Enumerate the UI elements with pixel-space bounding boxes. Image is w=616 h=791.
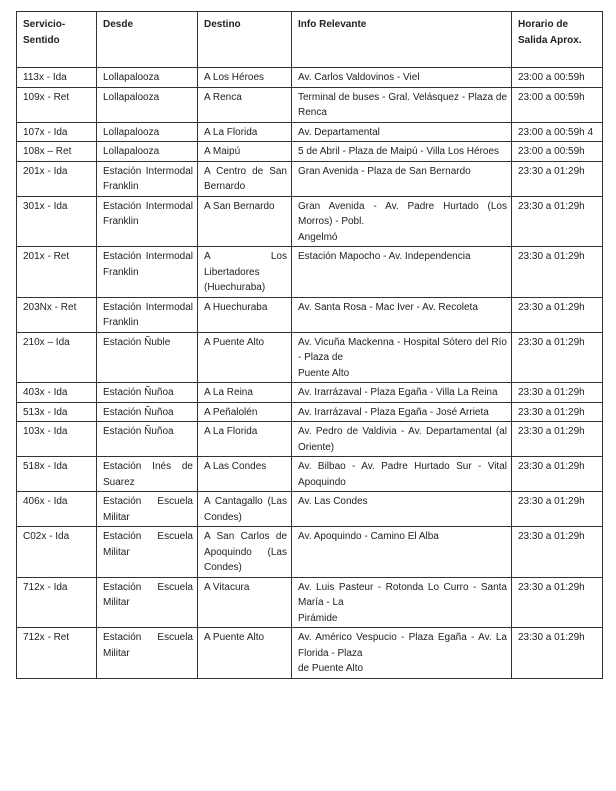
cell-info: 5 de Abril - Plaza de Maipú - Villa Los Héroes xyxy=(292,142,512,162)
cell-servicio: 113x - Ida xyxy=(17,68,97,88)
table-body xyxy=(17,68,603,679)
cell-destino: A Puente Alto xyxy=(198,332,292,383)
cell-horario: 23:00 a 00:59h xyxy=(512,87,603,122)
cell-servicio: 210x – Ida xyxy=(17,332,97,383)
cell-info: Av. Las Condes xyxy=(292,492,512,527)
cell-desde: Lollapalooza xyxy=(97,87,198,122)
cell-info: Terminal de buses - Gral. Velásquez - Plaza de Renca xyxy=(292,87,512,122)
cell-destino: A Los Libertadores (Huechuraba) xyxy=(198,247,292,298)
cell-horario: 23:30 a 01:29h xyxy=(512,492,603,527)
cell-info: Av. Apoquindo - Camino El Alba xyxy=(292,527,512,578)
cell-desde: Lollapalooza xyxy=(97,142,198,162)
cell-info: Estación Mapocho - Av. Independencia xyxy=(292,247,512,298)
table-row xyxy=(17,247,603,298)
cell-desde: Estación Inés de Suarez xyxy=(97,457,198,492)
cell-destino: A Peñalolén xyxy=(198,402,292,422)
cell-servicio: 108x – Ret xyxy=(17,142,97,162)
cell-desde: Lollapalooza xyxy=(97,68,198,88)
cell-desde: Estación Intermodal Franklin xyxy=(97,297,198,332)
cell-horario: 23:30 a 01:29h xyxy=(512,196,603,247)
cell-destino: A San Bernardo xyxy=(198,196,292,247)
cell-horario: 23:30 a 01:29h xyxy=(512,577,603,628)
table-row xyxy=(17,68,603,88)
cell-horario: 23:30 a 01:29h xyxy=(512,247,603,298)
cell-horario: 23:30 a 01:29h xyxy=(512,527,603,578)
cell-horario: 23:30 a 01:29h xyxy=(512,457,603,492)
table-row xyxy=(17,457,603,492)
cell-destino: A Puente Alto xyxy=(198,628,292,679)
cell-info: Av. Santa Rosa - Mac Iver - Av. Recoleta xyxy=(292,297,512,332)
cell-info: Av. Bilbao - Av. Padre Hurtado Sur - Vital Apoquindo xyxy=(292,457,512,492)
cell-desde: Estación Ñuble xyxy=(97,332,198,383)
cell-destino: A Las Condes xyxy=(198,457,292,492)
table-row xyxy=(17,161,603,196)
cell-destino: A La Florida xyxy=(198,122,292,142)
cell-destino: A La Reina xyxy=(198,383,292,403)
cell-desde: Estación Ñuñoa xyxy=(97,402,198,422)
table-row xyxy=(17,577,603,628)
cell-servicio: 201x - Ret xyxy=(17,247,97,298)
cell-info: Av. Vicuña Mackenna - Hospital Sótero del Río - Plaza de Puente Alto xyxy=(292,332,512,383)
table-row xyxy=(17,527,603,578)
table-row xyxy=(17,422,603,457)
header-desde: Desde xyxy=(97,12,198,68)
header-servicio: Servicio- Sentido xyxy=(17,12,97,68)
cell-info: Av. Carlos Valdovinos - Viel xyxy=(292,68,512,88)
cell-horario: 23:30 a 01:29h xyxy=(512,402,603,422)
cell-horario: 23:00 a 00:59h 4 xyxy=(512,122,603,142)
cell-desde: Estación Escuela Militar xyxy=(97,628,198,679)
cell-horario: 23:30 a 01:29h xyxy=(512,383,603,403)
cell-horario: 23:30 a 01:29h xyxy=(512,628,603,679)
cell-destino: A Cantagallo (Las Condes) xyxy=(198,492,292,527)
cell-info: Gran Avenida - Av. Padre Hurtado (Los Morros) - Pobl. Angelmó xyxy=(292,196,512,247)
table-row xyxy=(17,492,603,527)
cell-servicio: 406x - Ida xyxy=(17,492,97,527)
cell-destino: A Centro de San Bernardo xyxy=(198,161,292,196)
table-row xyxy=(17,332,603,383)
cell-destino: A San Carlos de Apoquindo (Las Condes) xyxy=(198,527,292,578)
cell-servicio: 107x - Ida xyxy=(17,122,97,142)
cell-destino: A Maipú xyxy=(198,142,292,162)
cell-info: Av. Luis Pasteur - Rotonda Lo Curro - Santa María - La Pirámide xyxy=(292,577,512,628)
cell-destino: A Huechuraba xyxy=(198,297,292,332)
cell-servicio: 203Nx - Ret xyxy=(17,297,97,332)
table-row xyxy=(17,87,603,122)
cell-horario: 23:30 a 01:29h xyxy=(512,161,603,196)
table-row xyxy=(17,297,603,332)
cell-info: Av. Irarrázaval - Plaza Egaña - José Arrieta xyxy=(292,402,512,422)
cell-desde: Estación Intermodal Franklin xyxy=(97,247,198,298)
header-destino: Destino xyxy=(198,12,292,68)
cell-destino: A La Florida xyxy=(198,422,292,457)
cell-info: Av. Departamental xyxy=(292,122,512,142)
header-row xyxy=(17,12,603,68)
cell-desde: Estación Ñuñoa xyxy=(97,383,198,403)
cell-horario: 23:30 a 01:29h xyxy=(512,422,603,457)
cell-info: Av. Américo Vespucio - Plaza Egaña - Av. La Florida - Plaza de Puente Alto xyxy=(292,628,512,679)
table-row xyxy=(17,628,603,679)
schedule-table xyxy=(16,11,603,679)
cell-desde: Estación Escuela Militar xyxy=(97,577,198,628)
cell-horario: 23:00 a 00:59h xyxy=(512,68,603,88)
cell-servicio: 712x - Ret xyxy=(17,628,97,679)
cell-servicio: 109x - Ret xyxy=(17,87,97,122)
cell-servicio: 301x - Ida xyxy=(17,196,97,247)
cell-destino: A Vitacura xyxy=(198,577,292,628)
cell-desde: Estación Escuela Militar xyxy=(97,492,198,527)
cell-info: Gran Avenida - Plaza de San Bernardo xyxy=(292,161,512,196)
cell-servicio: 403x - Ida xyxy=(17,383,97,403)
cell-horario: 23:00 a 00:59h xyxy=(512,142,603,162)
cell-desde: Estación Intermodal Franklin xyxy=(97,196,198,247)
table-row xyxy=(17,383,603,403)
table-row xyxy=(17,122,603,142)
table-row xyxy=(17,196,603,247)
cell-horario: 23:30 a 01:29h xyxy=(512,297,603,332)
cell-servicio: 518x - Ida xyxy=(17,457,97,492)
cell-desde: Estación Intermodal Franklin xyxy=(97,161,198,196)
header-horario: Horario de Salida Aprox. xyxy=(512,12,603,68)
cell-desde: Estación Escuela Militar xyxy=(97,527,198,578)
header-info: Info Relevante xyxy=(292,12,512,68)
cell-destino: A Renca xyxy=(198,87,292,122)
cell-servicio: C02x - Ida xyxy=(17,527,97,578)
table-row xyxy=(17,402,603,422)
cell-servicio: 712x - Ida xyxy=(17,577,97,628)
cell-desde: Estación Ñuñoa xyxy=(97,422,198,457)
cell-info: Av. Pedro de Valdivia - Av. Departamental (al Oriente) xyxy=(292,422,512,457)
cell-desde: Lollapalooza xyxy=(97,122,198,142)
cell-horario: 23:30 a 01:29h xyxy=(512,332,603,383)
cell-destino: A Los Héroes xyxy=(198,68,292,88)
table-row xyxy=(17,142,603,162)
cell-servicio: 103x - Ida xyxy=(17,422,97,457)
cell-servicio: 513x - Ida xyxy=(17,402,97,422)
cell-servicio: 201x - Ida xyxy=(17,161,97,196)
cell-info: Av. Irarrázaval - Plaza Egaña - Villa La Reina xyxy=(292,383,512,403)
